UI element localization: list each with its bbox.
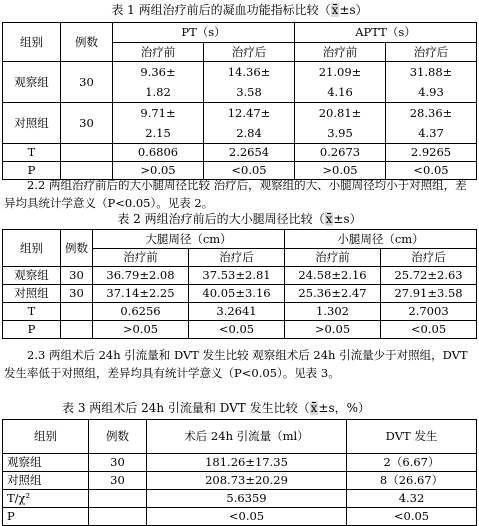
row-group: T — [3, 144, 61, 162]
cell-aptt-before: 21.09± 4.16 — [295, 62, 386, 103]
cell-pt-before: >0.05 — [113, 162, 204, 180]
cell-drainage: 208.73±20.29 — [147, 472, 347, 490]
row-group: 观察组 — [3, 454, 89, 472]
cell-aptt-before: 0.2673 — [295, 144, 386, 162]
table-row — [3, 103, 477, 144]
row-group: P — [3, 508, 89, 526]
cell-pt-after: 12.47± 2.84 — [204, 103, 295, 144]
header-group: 组别 — [3, 230, 61, 267]
table-row — [3, 62, 477, 103]
cell-thigh-before: >0.05 — [93, 321, 189, 339]
cell-calf-before: 1.302 — [285, 303, 381, 321]
table-row — [3, 508, 477, 526]
table3-caption-text: 表 3 两组术后 24h 引流量和 DVT 发生比较（ — [62, 401, 310, 415]
row-group: P — [3, 321, 61, 339]
cell-aptt-before: >0.05 — [295, 162, 386, 180]
header-aptt-after: 治疗后 — [386, 43, 477, 62]
table-row — [3, 267, 477, 285]
cell-dvt: 8（26.67） — [347, 472, 477, 490]
xbar-symbol: x — [331, 3, 339, 17]
row-group: 对照组 — [3, 285, 61, 303]
cell-aptt-after: <0.05 — [386, 162, 477, 180]
cell-thigh-before: 37.14±2.25 — [93, 285, 189, 303]
cell-dvt: 4.32 — [347, 490, 477, 508]
table2-caption — [0, 211, 479, 227]
cell-aptt-before: 20.81± 3.95 — [295, 103, 386, 144]
header-pt: PT（s） — [113, 23, 295, 43]
cell-thigh-after: 40.05±3.16 — [189, 285, 285, 303]
xbar-symbol: x — [310, 401, 318, 415]
cell-calf-before: 25.36±2.47 — [285, 285, 381, 303]
row-group: T — [3, 303, 61, 321]
table2 — [2, 229, 477, 339]
cell-pt-after: 14.36± 3.58 — [204, 62, 295, 103]
table1-caption-tail: ±s） — [339, 3, 368, 17]
cell-pt-after: 2.2654 — [204, 144, 295, 162]
cell-thigh-before: 0.6256 — [93, 303, 189, 321]
header-thigh: 大腿周径（cm） — [93, 230, 285, 249]
header-thigh-before: 治疗前 — [93, 249, 189, 267]
header-pt-after: 治疗后 — [204, 43, 295, 62]
row-group: T/χ² — [3, 490, 89, 508]
header-aptt-before: 治疗前 — [295, 43, 386, 62]
table-row — [3, 285, 477, 303]
cell-pt-before: 0.6806 — [113, 144, 204, 162]
cell-calf-before: 24.58±2.16 — [285, 267, 381, 285]
table2-caption-text: 表 2 两组治疗前后的大小腿周径比较（ — [117, 212, 325, 226]
header-group: 组别 — [3, 420, 89, 454]
header-count: 例数 — [61, 230, 93, 267]
header-drainage: 术后 24h 引流量（ml） — [147, 420, 347, 454]
header-pt-before: 治疗前 — [113, 43, 204, 62]
cell-calf-after: 25.72±2.63 — [381, 267, 477, 285]
table3-caption — [0, 400, 479, 416]
row-count — [89, 508, 147, 526]
cell-drainage: 5.6359 — [147, 490, 347, 508]
header-count: 例数 — [61, 23, 113, 62]
header-thigh-after: 治疗后 — [189, 249, 285, 267]
row-group: 对照组 — [3, 103, 61, 144]
row-group: 观察组 — [3, 62, 61, 103]
cell-calf-after: 2.7003 — [381, 303, 477, 321]
table-row — [3, 454, 477, 472]
table-row — [3, 472, 477, 490]
table3-caption-tail: ±s，%） — [318, 401, 371, 415]
header-calf: 小腿周径（cm） — [285, 230, 477, 249]
row-count: 30 — [89, 472, 147, 490]
row-count — [61, 144, 113, 162]
row-group: 对照组 — [3, 472, 89, 490]
cell-thigh-after: <0.05 — [189, 321, 285, 339]
cell-aptt-after: 31.88± 4.93 — [386, 62, 477, 103]
cell-dvt: <0.05 — [347, 508, 477, 526]
row-count: 30 — [89, 454, 147, 472]
table-row — [3, 490, 477, 508]
cell-aptt-after: 28.36± 4.37 — [386, 103, 477, 144]
cell-drainage: 181.26±17.35 — [147, 454, 347, 472]
paragraph-2-2: 2.2 两组治疗前后的大小腿周径比较 治疗后，观察组的大、小腿周径均小于对照组，差异均具统计学意义（P<0.05）。见表 2。 — [4, 178, 467, 210]
cell-thigh-before: 36.79±2.08 — [93, 267, 189, 285]
row-count — [61, 303, 93, 321]
cell-pt-before: 9.71± 2.15 — [113, 103, 204, 144]
table1-caption — [0, 2, 479, 18]
table-row — [3, 321, 477, 339]
table-row — [3, 303, 477, 321]
cell-dvt: 2（6.67） — [347, 454, 477, 472]
header-calf-before: 治疗前 — [285, 249, 381, 267]
cell-thigh-after: 37.53±2.81 — [189, 267, 285, 285]
table-row — [3, 144, 477, 162]
paragraph-2-3: 2.3 两组术后 24h 引流量和 DVT 发生比较 观察组术后 24h 引流量少于对照组，DVT 发生率低于对照组，差异均具有统计学意义（P<0.05）。见表 3。 — [4, 348, 468, 380]
table2-caption-tail: ±s） — [333, 212, 362, 226]
xbar-symbol: x — [325, 212, 333, 226]
row-count: 30 — [61, 267, 93, 285]
header-dvt: DVT 发生 — [347, 420, 477, 454]
header-group: 组别 — [3, 23, 61, 62]
table1-caption-text: 表 1 两组治疗前后的凝血功能指标比较（ — [111, 3, 331, 17]
cell-thigh-after: 3.2641 — [189, 303, 285, 321]
row-count: 30 — [61, 103, 113, 144]
row-count: 30 — [61, 62, 113, 103]
cell-drainage: <0.05 — [147, 508, 347, 526]
row-count: 30 — [61, 285, 93, 303]
cell-calf-before: >0.05 — [285, 321, 381, 339]
table1 — [2, 22, 477, 180]
cell-pt-after: <0.05 — [204, 162, 295, 180]
row-group: 观察组 — [3, 267, 61, 285]
header-calf-after: 治疗后 — [381, 249, 477, 267]
cell-calf-after: 27.91±3.58 — [381, 285, 477, 303]
cell-pt-before: 9.36± 1.82 — [113, 62, 204, 103]
header-count: 例数 — [89, 420, 147, 454]
row-group: P — [3, 162, 61, 180]
cell-calf-after: <0.05 — [381, 321, 477, 339]
cell-aptt-after: 2.9265 — [386, 144, 477, 162]
row-count — [89, 490, 147, 508]
row-count — [61, 321, 93, 339]
table3 — [2, 419, 477, 526]
header-aptt: APTT（s） — [295, 23, 477, 43]
